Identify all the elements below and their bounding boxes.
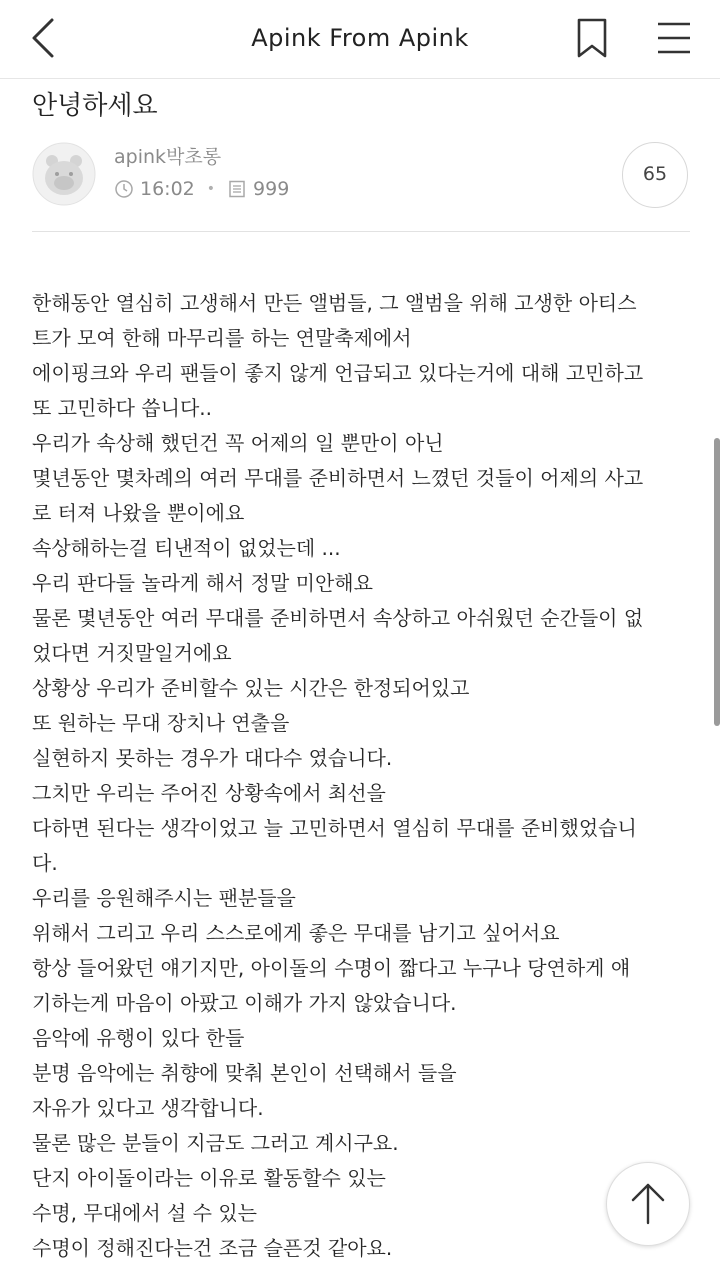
bookmark-button[interactable] [572,14,612,62]
hamburger-menu-icon [652,16,696,60]
content-divider [32,231,690,232]
body-line: 물론 몇년동안 여러 무대를 준비하면서 속상하고 아쉬웠던 순간들이 없 [32,606,644,630]
body-line: 항상 들어왔던 얘기지만, 아이돌의 수명이 짧다고 누구나 당연하게 얘 [32,956,631,980]
body-line: 다. [32,851,58,875]
scrollbar[interactable] [714,438,720,726]
body-line: 었다면 거짓말일거에요 [32,641,232,665]
body-line: 에이핑크와 우리 팬들이 좋지 않게 언급되고 있다는거에 대해 고민하고 [32,361,644,385]
view-count: 999 [253,178,290,200]
body-line: 자유가 있다고 생각합니다. [32,1096,264,1120]
clock-icon [114,179,134,199]
body-line: 물론 많은 분들이 지금도 그러고 계시구요. [32,1131,399,1155]
meta-separator: • [206,181,216,197]
bookmark-icon [572,14,612,62]
body-line: 음악에 유행이 있다 한들 [32,1026,245,1050]
post-body [32,286,702,1266]
body-line: 우리가 속상해 했던건 꼭 어제의 일 뿐만이 아닌 [32,431,444,455]
avatar[interactable] [32,142,96,206]
body-line: 트가 모여 한해 마무리를 하는 연말축제에서 [32,326,412,350]
body-line: 단지 아이돌이라는 이유로 활동할수 있는 [32,1166,386,1190]
body-line: 위해서 그리고 우리 스스로에게 좋은 무대를 남기고 싶어서요 [32,921,560,945]
body-line: 또 원하는 무대 장치나 연출을 [32,711,290,735]
menu-button[interactable] [652,16,696,60]
app-header [0,0,720,78]
body-line: 우리를 응원해주시는 팬분들을 [32,886,296,910]
body-line: 실현하지 못하는 경우가 대다수 였습니다. [32,746,393,770]
body-line: 상황상 우리가 준비할수 있는 시간은 한정되어있고 [32,676,470,700]
back-button[interactable] [22,14,66,62]
header-divider [0,78,720,79]
view-count-icon [227,179,247,199]
body-line: 분명 음악에는 취향에 맞춰 본인이 선택해서 들을 [32,1061,457,1085]
page-title: Apink From Apink [251,24,469,52]
body-line: 우리 판다들 놀라게 해서 정말 미안해요 [32,571,373,595]
post-title: 안녕하세요 [32,91,158,121]
body-line: 수명이 정해진다는건 조금 슬픈것 같아요. [32,1236,393,1260]
body-line: 한해동안 열심히 고생해서 만든 앨범들, 그 앨범을 위해 고생한 아티스 [32,291,637,315]
body-line: 또 고민하다 씁니다.. [32,396,212,420]
arrow-up-icon [607,1163,689,1245]
comment-count-button[interactable]: 65 [622,142,688,208]
avatar-icon [32,142,96,206]
post-meta [114,175,289,203]
body-line: 로 터져 나왔을 뿐이에요 [32,501,245,525]
body-line: 그치만 우리는 주어진 상황속에서 최선을 [32,781,386,805]
chevron-left-icon [22,14,66,62]
post-time: 16:02 [140,178,195,200]
body-line: 수명, 무대에서 설 수 있는 [32,1201,257,1225]
body-line: 속상해하는걸 티낸적이 없었는데 ... [32,536,341,560]
scroll-to-top-button[interactable] [606,1162,690,1246]
body-line: 몇년동안 몇차례의 여러 무대를 준비하면서 느꼈던 것들이 어제의 사고 [32,466,644,490]
body-line: 다하면 된다는 생각이었고 늘 고민하면서 열심히 무대를 준비했었습니 [32,816,637,840]
body-line: 기하는게 마음이 아팠고 이해가 가지 않았습니다. [32,991,457,1015]
author-name[interactable]: apink박초롱 [114,146,222,168]
